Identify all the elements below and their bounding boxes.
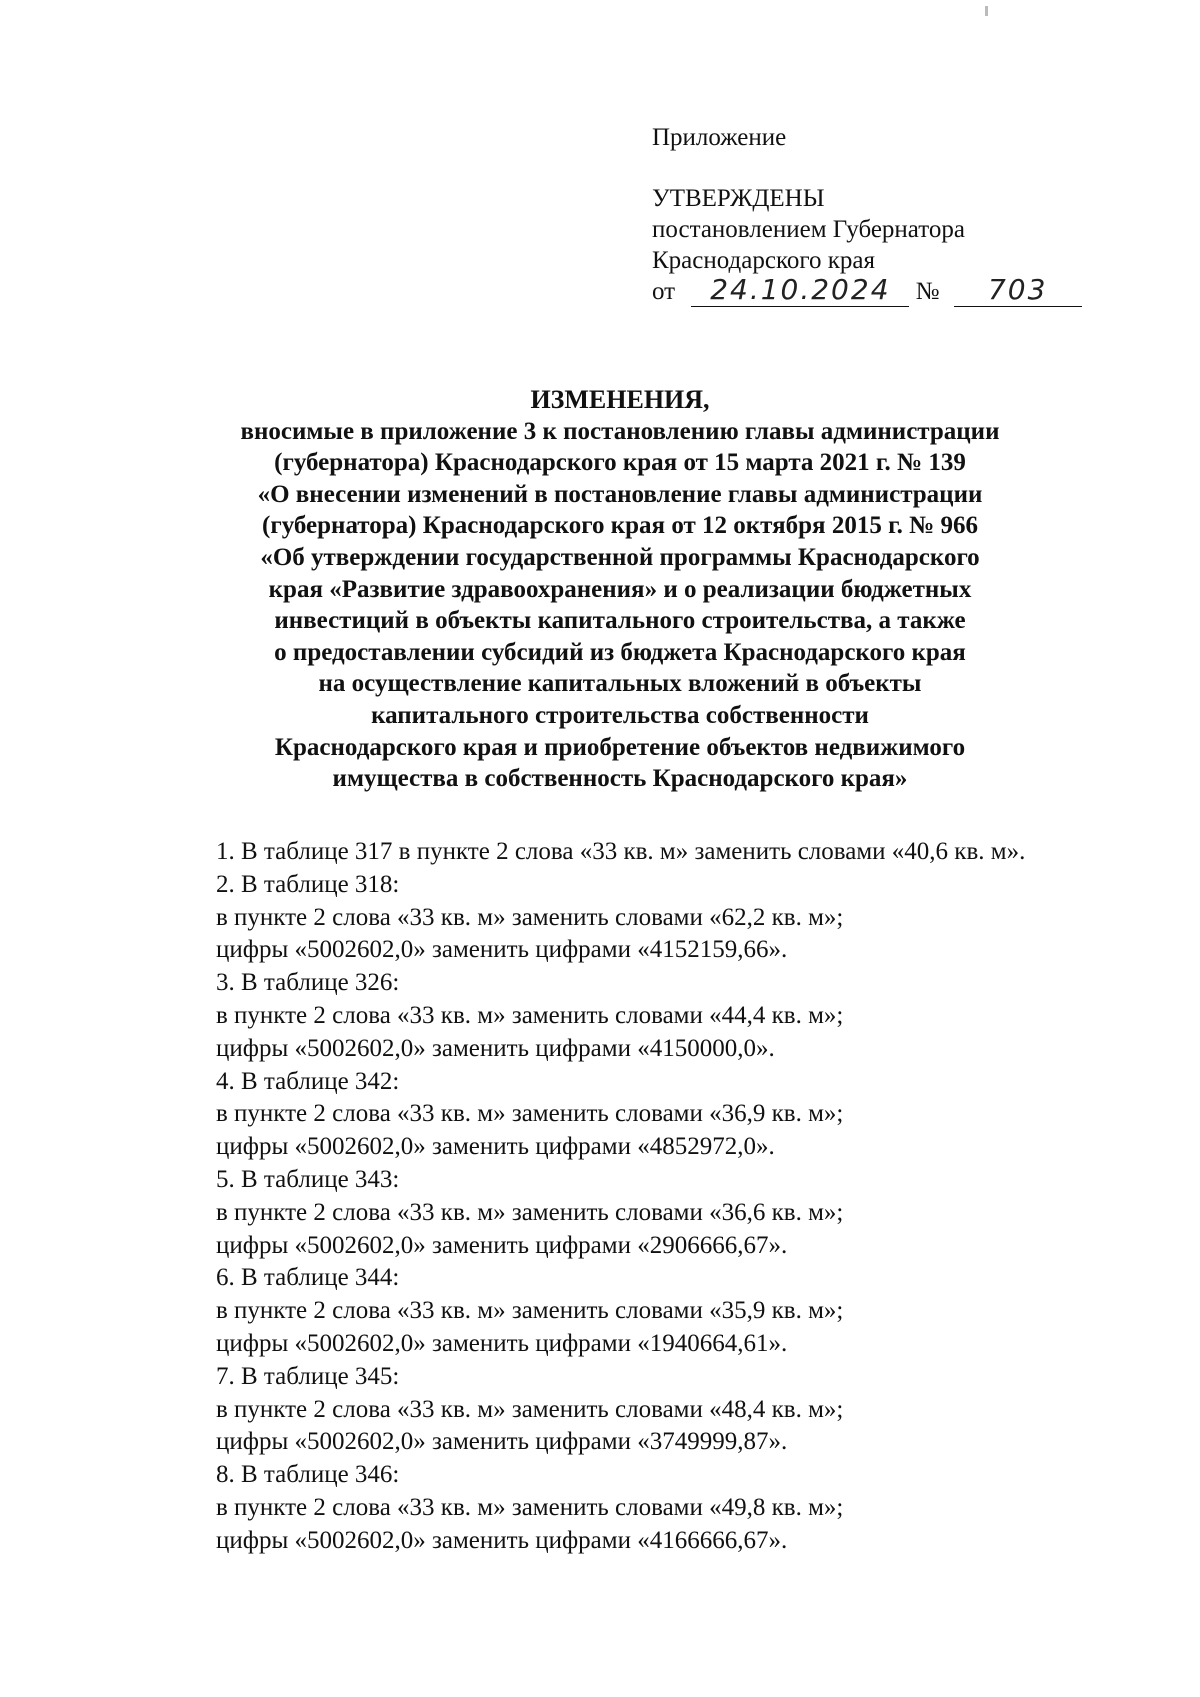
date-field bbox=[691, 273, 909, 307]
handwritten-number: 703 bbox=[987, 273, 1048, 306]
change-item: цифры «5002602,0» заменить цифрами «3749999,87». bbox=[216, 1428, 788, 1456]
heading-title: ИЗМЕНЕНИЯ, bbox=[530, 385, 710, 414]
change-item: в пункте 2 слова «33 кв. м» заменить словами «36,9 кв. м»; bbox=[216, 1100, 844, 1128]
change-item: 5. В таблице 343: bbox=[216, 1165, 400, 1193]
change-item: цифры «5002602,0» заменить цифрами «4150000,0». bbox=[216, 1034, 775, 1062]
change-item: в пункте 2 слова «33 кв. м» заменить словами «62,2 кв. м»; bbox=[216, 903, 844, 931]
heading-line: (губернатора) Краснодарского края от 12 октября 2015 г. № 966 bbox=[262, 512, 978, 540]
heading-line: (губернатора) Краснодарского края от 15 марта 2021 г. № 139 bbox=[274, 449, 966, 477]
approval-block bbox=[652, 122, 1112, 310]
heading-line: вносимые в приложение 3 к постановлению главы администрации bbox=[240, 417, 1000, 445]
heading-line: имущества в собственность Краснодарского края» bbox=[332, 765, 908, 793]
heading-line: края «Развитие здравоохранения» и о реализации бюджетных bbox=[268, 575, 972, 603]
approved-by-line-2: Краснодарского края bbox=[652, 247, 875, 274]
heading-line: инвестиций в объекты капитального строительства, а также bbox=[274, 607, 966, 635]
heading-line: на осуществление капитальных вложений в объекты bbox=[318, 670, 922, 698]
heading-line: о предоставлении субсидий из бюджета Краснодарского края bbox=[274, 638, 966, 666]
appendix-label: Приложение bbox=[652, 124, 787, 151]
change-item: 6. В таблице 344: bbox=[216, 1264, 400, 1292]
change-item: в пункте 2 слова «33 кв. м» заменить словами «35,9 кв. м»; bbox=[216, 1297, 844, 1325]
number-field bbox=[954, 273, 1082, 307]
change-item: цифры «5002602,0» заменить цифрами «4166666,67». bbox=[216, 1526, 788, 1554]
heading-line: Краснодарского края и приобретение объектов недвижимого bbox=[274, 733, 966, 761]
change-item: цифры «5002602,0» заменить цифрами «4152159,66». bbox=[216, 936, 788, 964]
change-item: цифры «5002602,0» заменить цифрами «4852972,0». bbox=[216, 1133, 775, 1161]
scan-mark bbox=[985, 6, 988, 16]
change-item: в пункте 2 слова «33 кв. м» заменить словами «49,8 кв. м»; bbox=[216, 1493, 844, 1521]
change-item: 1. В таблице 317 в пункте 2 слова «33 кв. м» заменить словами «40,6 кв. м». bbox=[216, 838, 1026, 865]
change-item: цифры «5002602,0» заменить цифрами «2906666,67». bbox=[216, 1231, 788, 1259]
date-number-line bbox=[652, 273, 1112, 310]
change-item: 3. В таблице 326: bbox=[216, 969, 400, 997]
change-item: 7. В таблице 345: bbox=[216, 1362, 400, 1390]
change-item: 4. В таблице 342: bbox=[216, 1067, 400, 1095]
document-heading bbox=[120, 384, 1120, 795]
handwritten-date: 24.10.2024 bbox=[710, 273, 891, 306]
approved-label: УТВЕРЖДЕНЫ bbox=[652, 185, 825, 212]
changes-list bbox=[216, 836, 1176, 1558]
change-item: 2. В таблице 318: bbox=[216, 870, 400, 898]
date-prefix: от bbox=[652, 278, 676, 305]
heading-line: «О внесении изменений в постановление главы администрации bbox=[257, 480, 983, 508]
change-item: 8. В таблице 346: bbox=[216, 1461, 400, 1489]
heading-line: «Об утверждении государственной программы Краснодарского bbox=[260, 543, 980, 571]
change-item: в пункте 2 слова «33 кв. м» заменить словами «48,4 кв. м»; bbox=[216, 1395, 844, 1423]
change-item: в пункте 2 слова «33 кв. м» заменить словами «44,4 кв. м»; bbox=[216, 1001, 844, 1029]
heading-line: капитального строительства собственности bbox=[371, 701, 869, 729]
change-item: в пункте 2 слова «33 кв. м» заменить словами «36,6 кв. м»; bbox=[216, 1198, 844, 1226]
approved-by-line-1: постановлением Губернатора bbox=[652, 216, 965, 243]
number-prefix: № bbox=[915, 278, 940, 305]
change-item: цифры «5002602,0» заменить цифрами «1940664,61». bbox=[216, 1329, 788, 1357]
